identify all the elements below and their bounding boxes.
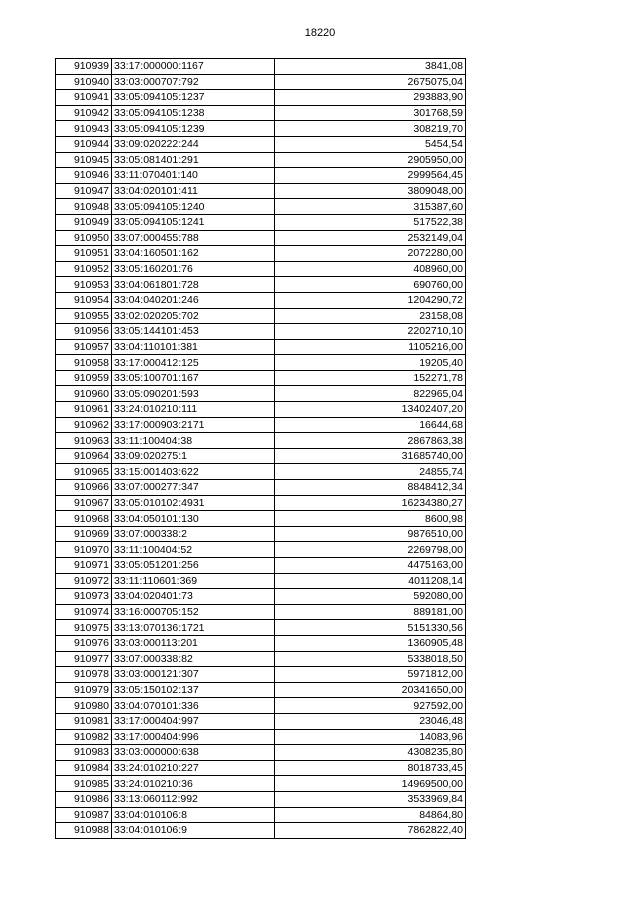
table-row [56,261,466,277]
table-row [56,136,466,152]
table-row [56,277,466,293]
value-cell: 1360905,48 [275,635,466,651]
cadastral-number-cell: 33:05:160201:76 [112,261,275,277]
record-id-cell: 910972 [56,573,112,589]
record-id-cell: 910966 [56,480,112,496]
table-row [56,402,466,418]
cadastral-number-cell: 33:05:051201:256 [112,558,275,574]
record-id-cell: 910943 [56,121,112,137]
record-id-cell: 910951 [56,246,112,262]
value-cell: 690760,00 [275,277,466,293]
table-row [56,823,466,839]
cadastral-number-cell: 33:11:110601:369 [112,573,275,589]
value-cell: 16644,68 [275,417,466,433]
cadastral-number-cell: 33:05:094105:1241 [112,214,275,230]
cadastral-number-cell: 33:05:150102:137 [112,682,275,698]
record-id-cell: 910956 [56,324,112,340]
record-id-cell: 910942 [56,105,112,121]
value-cell: 2532149,04 [275,230,466,246]
value-cell: 5151330,56 [275,620,466,636]
value-cell: 3809048,00 [275,183,466,199]
record-id-cell: 910981 [56,713,112,729]
value-cell: 84864,80 [275,807,466,823]
cadastral-number-cell: 33:03:000707:792 [112,74,275,90]
cadastral-number-cell: 33:11:100404:38 [112,433,275,449]
record-id-cell: 910984 [56,760,112,776]
table-row [56,745,466,761]
table-row [56,74,466,90]
table-row [56,308,466,324]
cadastral-number-cell: 33:04:061801:728 [112,277,275,293]
cadastral-number-cell: 33:17:000903:2171 [112,417,275,433]
value-cell: 16234380,27 [275,495,466,511]
record-id-cell: 910975 [56,620,112,636]
cadastral-number-cell: 33:05:094105:1239 [112,121,275,137]
table-row [56,417,466,433]
cadastral-number-cell: 33:07:000455:788 [112,230,275,246]
table-row [56,698,466,714]
record-id-cell: 910946 [56,168,112,184]
value-cell: 31685740,00 [275,448,466,464]
value-cell: 822965,04 [275,386,466,402]
record-id-cell: 910969 [56,526,112,542]
value-cell: 4308235,80 [275,745,466,761]
table-row [56,573,466,589]
value-cell: 308219,70 [275,121,466,137]
table-row [56,59,466,75]
table-row [56,355,466,371]
table-row [56,620,466,636]
record-id-cell: 910988 [56,823,112,839]
value-cell: 5454,54 [275,136,466,152]
cadastral-number-cell: 33:17:000000:1167 [112,59,275,75]
value-cell: 2072280,00 [275,246,466,262]
table-row [56,433,466,449]
record-id-cell: 910960 [56,386,112,402]
table-row [56,791,466,807]
cadastral-number-cell: 33:04:010106:9 [112,823,275,839]
record-id-cell: 910976 [56,635,112,651]
table-row [56,90,466,106]
value-cell: 517522,38 [275,214,466,230]
cadastral-number-cell: 33:11:070401:140 [112,168,275,184]
table-row [56,292,466,308]
table-row [56,246,466,262]
value-cell: 2867863,38 [275,433,466,449]
cadastral-number-cell: 33:16:000705:152 [112,604,275,620]
value-cell: 5338018,50 [275,651,466,667]
table-row [56,464,466,480]
table-row [56,667,466,683]
record-id-cell: 910957 [56,339,112,355]
value-cell: 293883,90 [275,90,466,106]
table-row [56,168,466,184]
cadastral-number-cell: 33:04:070101:336 [112,698,275,714]
table-row [56,495,466,511]
cadastral-number-cell: 33:07:000338:2 [112,526,275,542]
cadastral-number-cell: 33:03:000000:638 [112,745,275,761]
record-id-cell: 910941 [56,90,112,106]
cadastral-number-cell: 33:17:000404:996 [112,729,275,745]
record-id-cell: 910978 [56,667,112,683]
table-row [56,214,466,230]
table-row [56,230,466,246]
record-id-cell: 910968 [56,511,112,527]
cadastral-number-cell: 33:03:000113:201 [112,635,275,651]
record-id-cell: 910962 [56,417,112,433]
cadastral-number-cell: 33:05:100701:167 [112,370,275,386]
value-cell: 23158,08 [275,308,466,324]
table-row [56,651,466,667]
table-row [56,448,466,464]
value-cell: 889181,00 [275,604,466,620]
table-row [56,526,466,542]
record-id-cell: 910965 [56,464,112,480]
table-row [56,152,466,168]
cadastral-number-cell: 33:05:094105:1240 [112,199,275,215]
record-id-cell: 910950 [56,230,112,246]
value-cell: 3533969,84 [275,791,466,807]
table-row [56,776,466,792]
table-body [56,59,466,839]
table-row [56,386,466,402]
record-id-cell: 910958 [56,355,112,371]
cadastral-number-cell: 33:04:010106:8 [112,807,275,823]
cadastral-number-cell: 33:04:020101:411 [112,183,275,199]
cadastral-number-cell: 33:02:020205:702 [112,308,275,324]
cadastral-number-cell: 33:05:090201:593 [112,386,275,402]
cadastral-number-cell: 33:05:010102:4931 [112,495,275,511]
table-row [56,542,466,558]
table-row [56,324,466,340]
table-row [56,480,466,496]
cadastral-number-cell: 33:07:000338:82 [112,651,275,667]
cadastral-number-cell: 33:07:000277:347 [112,480,275,496]
record-id-cell: 910939 [56,59,112,75]
cadastral-number-cell: 33:04:040201:246 [112,292,275,308]
record-id-cell: 910949 [56,214,112,230]
record-id-cell: 910948 [56,199,112,215]
table-row [56,370,466,386]
table-row [56,558,466,574]
record-id-cell: 910967 [56,495,112,511]
value-cell: 152271,78 [275,370,466,386]
cadastral-number-cell: 33:17:000412:125 [112,355,275,371]
cadastral-number-cell: 33:04:050101:130 [112,511,275,527]
value-cell: 3841,08 [275,59,466,75]
record-id-cell: 910952 [56,261,112,277]
value-cell: 5971812,00 [275,667,466,683]
value-cell: 315387,60 [275,199,466,215]
cadastral-number-cell: 33:05:094105:1237 [112,90,275,106]
table-row [56,604,466,620]
cadastral-number-cell: 33:04:160501:162 [112,246,275,262]
cadastral-number-cell: 33:09:020222:244 [112,136,275,152]
table-row [56,121,466,137]
value-cell: 13402407,20 [275,402,466,418]
value-cell: 408960,00 [275,261,466,277]
value-cell: 1105216,00 [275,339,466,355]
record-id-cell: 910944 [56,136,112,152]
table-row [56,807,466,823]
record-id-cell: 910940 [56,74,112,90]
table-row [56,339,466,355]
value-cell: 20341650,00 [275,682,466,698]
record-id-cell: 910953 [56,277,112,293]
cadastral-number-cell: 33:24:010210:227 [112,760,275,776]
value-cell: 7862822,40 [275,823,466,839]
record-id-cell: 910985 [56,776,112,792]
record-id-cell: 910963 [56,433,112,449]
value-cell: 2999564,45 [275,168,466,184]
cadastral-number-cell: 33:24:010210:36 [112,776,275,792]
record-id-cell: 910959 [56,370,112,386]
value-cell: 2269798,00 [275,542,466,558]
cadastral-number-cell: 33:09:020275:1 [112,448,275,464]
record-id-cell: 910987 [56,807,112,823]
cadastral-number-cell: 33:04:110101:381 [112,339,275,355]
value-cell: 2905950,00 [275,152,466,168]
record-id-cell: 910954 [56,292,112,308]
value-cell: 1204290,72 [275,292,466,308]
cadastral-number-cell: 33:13:070136:1721 [112,620,275,636]
value-cell: 301768,59 [275,105,466,121]
cadastral-number-cell: 33:05:081401:291 [112,152,275,168]
value-cell: 8600,98 [275,511,466,527]
table-row [56,511,466,527]
value-cell: 927592,00 [275,698,466,714]
table-row [56,105,466,121]
page-number: 18220 [304,27,336,39]
cadastral-number-cell: 33:11:100404:52 [112,542,275,558]
value-cell: 24855,74 [275,464,466,480]
record-id-cell: 910983 [56,745,112,761]
cadastral-number-cell: 33:17:000404:997 [112,713,275,729]
value-cell: 4475163,00 [275,558,466,574]
cadastral-number-cell: 33:13:060112:992 [112,791,275,807]
record-id-cell: 910970 [56,542,112,558]
value-cell: 592080,00 [275,589,466,605]
value-cell: 8018733,45 [275,760,466,776]
cadastral-number-cell: 33:03:000121:307 [112,667,275,683]
table-row [56,635,466,651]
cadastral-number-cell: 33:04:020401:73 [112,589,275,605]
record-id-cell: 910961 [56,402,112,418]
record-id-cell: 910982 [56,729,112,745]
table-row [56,183,466,199]
cadastral-value-table [55,58,466,839]
table-row [56,713,466,729]
record-id-cell: 910980 [56,698,112,714]
cadastral-number-cell: 33:24:010210:111 [112,402,275,418]
value-cell: 9876510,00 [275,526,466,542]
table-row [56,199,466,215]
table-row [56,760,466,776]
table-row [56,729,466,745]
record-id-cell: 910973 [56,589,112,605]
record-id-cell: 910947 [56,183,112,199]
value-cell: 8848412,34 [275,480,466,496]
record-id-cell: 910945 [56,152,112,168]
record-id-cell: 910986 [56,791,112,807]
value-cell: 14969500,00 [275,776,466,792]
record-id-cell: 910964 [56,448,112,464]
record-id-cell: 910974 [56,604,112,620]
record-id-cell: 910955 [56,308,112,324]
value-cell: 4011208,14 [275,573,466,589]
table-row [56,682,466,698]
cadastral-number-cell: 33:15:001403:622 [112,464,275,480]
value-cell: 2202710,10 [275,324,466,340]
value-cell: 2675075,04 [275,74,466,90]
record-id-cell: 910977 [56,651,112,667]
cadastral-number-cell: 33:05:144101:453 [112,324,275,340]
value-cell: 19205,40 [275,355,466,371]
table-row [56,589,466,605]
record-id-cell: 910979 [56,682,112,698]
cadastral-number-cell: 33:05:094105:1238 [112,105,275,121]
value-cell: 14083,96 [275,729,466,745]
value-cell: 23046,48 [275,713,466,729]
record-id-cell: 910971 [56,558,112,574]
